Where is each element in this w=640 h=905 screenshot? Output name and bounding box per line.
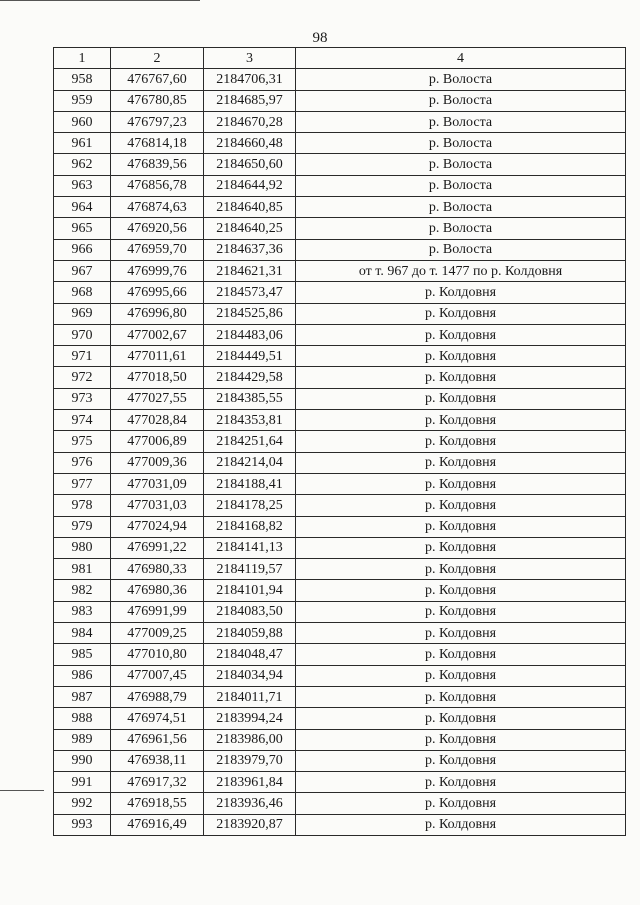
description-cell: р. Колдовня — [296, 665, 626, 686]
description-cell: р. Колдовня — [296, 346, 626, 367]
table-row — [54, 516, 626, 537]
y-coordinate-cell: 2184178,25 — [204, 495, 296, 516]
table-row — [54, 623, 626, 644]
x-coordinate-cell: 476839,56 — [111, 154, 204, 175]
y-coordinate-cell: 2184670,28 — [204, 111, 296, 132]
point-number-cell: 972 — [54, 367, 111, 388]
y-coordinate-cell: 2184059,88 — [204, 623, 296, 644]
point-number-cell: 973 — [54, 388, 111, 409]
point-number-cell: 975 — [54, 431, 111, 452]
point-number-cell: 992 — [54, 793, 111, 814]
x-coordinate-cell: 476917,32 — [111, 772, 204, 793]
y-coordinate-cell: 2184685,97 — [204, 90, 296, 111]
x-coordinate-cell: 476767,60 — [111, 69, 204, 90]
x-coordinate-cell: 477011,61 — [111, 346, 204, 367]
description-cell: р. Волоста — [296, 218, 626, 239]
table-row — [54, 686, 626, 707]
point-number-cell: 979 — [54, 516, 111, 537]
y-coordinate-cell: 2184640,85 — [204, 197, 296, 218]
y-coordinate-cell: 2184644,92 — [204, 175, 296, 196]
y-coordinate-cell: 2184640,25 — [204, 218, 296, 239]
table-row — [54, 644, 626, 665]
description-cell: р. Колдовня — [296, 495, 626, 516]
point-number-cell: 988 — [54, 708, 111, 729]
description-cell: р. Колдовня — [296, 750, 626, 771]
table-row — [54, 133, 626, 154]
point-number-cell: 971 — [54, 346, 111, 367]
point-number-cell: 965 — [54, 218, 111, 239]
description-cell: от т. 967 до т. 1477 по р. Колдовня — [296, 260, 626, 281]
point-number-cell: 958 — [54, 69, 111, 90]
y-coordinate-cell: 2184119,57 — [204, 559, 296, 580]
table-row — [54, 218, 626, 239]
x-coordinate-cell: 476938,11 — [111, 750, 204, 771]
table-row — [54, 473, 626, 494]
description-cell: р. Колдовня — [296, 516, 626, 537]
table-row — [54, 367, 626, 388]
description-cell: р. Колдовня — [296, 601, 626, 622]
column-header: 3 — [204, 48, 296, 69]
point-number-cell: 985 — [54, 644, 111, 665]
description-cell: р. Колдовня — [296, 473, 626, 494]
point-number-cell: 962 — [54, 154, 111, 175]
description-cell: р. Колдовня — [296, 324, 626, 345]
description-cell: р. Колдовня — [296, 814, 626, 835]
scan-artifact-top-line — [0, 0, 200, 1]
table-row — [54, 324, 626, 345]
x-coordinate-cell: 477018,50 — [111, 367, 204, 388]
description-cell: р. Волоста — [296, 90, 626, 111]
column-header: 2 — [111, 48, 204, 69]
x-coordinate-cell: 477031,03 — [111, 495, 204, 516]
table-row — [54, 559, 626, 580]
table-row — [54, 410, 626, 431]
y-coordinate-cell: 2183920,87 — [204, 814, 296, 835]
y-coordinate-cell: 2184429,58 — [204, 367, 296, 388]
description-cell: р. Колдовня — [296, 772, 626, 793]
table-row — [54, 793, 626, 814]
description-cell: р. Волоста — [296, 69, 626, 90]
table-row — [54, 197, 626, 218]
table-row — [54, 495, 626, 516]
y-coordinate-cell: 2183986,00 — [204, 729, 296, 750]
x-coordinate-cell: 477009,36 — [111, 452, 204, 473]
page-number: 98 — [312, 30, 328, 46]
point-number-cell: 978 — [54, 495, 111, 516]
table-row — [54, 750, 626, 771]
table-row — [54, 601, 626, 622]
description-cell: р. Колдовня — [296, 282, 626, 303]
table-row — [54, 814, 626, 835]
description-cell: р. Колдовня — [296, 388, 626, 409]
x-coordinate-cell: 476999,76 — [111, 260, 204, 281]
y-coordinate-cell: 2184251,64 — [204, 431, 296, 452]
point-number-cell: 989 — [54, 729, 111, 750]
point-number-cell: 967 — [54, 260, 111, 281]
x-coordinate-cell: 477027,55 — [111, 388, 204, 409]
x-coordinate-cell: 477009,25 — [111, 623, 204, 644]
point-number-cell: 991 — [54, 772, 111, 793]
table-row — [54, 708, 626, 729]
x-coordinate-cell: 477028,84 — [111, 410, 204, 431]
point-number-cell: 976 — [54, 452, 111, 473]
table-row — [54, 282, 626, 303]
description-cell: р. Колдовня — [296, 793, 626, 814]
point-number-cell: 963 — [54, 175, 111, 196]
description-cell: р. Колдовня — [296, 410, 626, 431]
x-coordinate-cell: 476991,22 — [111, 537, 204, 558]
description-cell: р. Колдовня — [296, 729, 626, 750]
y-coordinate-cell: 2184048,47 — [204, 644, 296, 665]
table-row — [54, 452, 626, 473]
point-number-cell: 986 — [54, 665, 111, 686]
y-coordinate-cell: 2184353,81 — [204, 410, 296, 431]
table-row — [54, 431, 626, 452]
x-coordinate-cell: 476856,78 — [111, 175, 204, 196]
y-coordinate-cell: 2183936,46 — [204, 793, 296, 814]
description-cell: р. Колдовня — [296, 708, 626, 729]
description-cell: р. Колдовня — [296, 431, 626, 452]
x-coordinate-cell: 476996,80 — [111, 303, 204, 324]
y-coordinate-cell: 2184449,51 — [204, 346, 296, 367]
description-cell: р. Колдовня — [296, 367, 626, 388]
table-row — [54, 175, 626, 196]
table-row — [54, 729, 626, 750]
y-coordinate-cell: 2184385,55 — [204, 388, 296, 409]
description-cell: р. Волоста — [296, 133, 626, 154]
point-number-cell: 968 — [54, 282, 111, 303]
description-cell: р. Колдовня — [296, 303, 626, 324]
x-coordinate-cell: 476961,56 — [111, 729, 204, 750]
x-coordinate-cell: 476980,36 — [111, 580, 204, 601]
x-coordinate-cell: 477007,45 — [111, 665, 204, 686]
description-cell: р. Волоста — [296, 154, 626, 175]
point-number-cell: 974 — [54, 410, 111, 431]
table-row — [54, 580, 626, 601]
x-coordinate-cell: 476995,66 — [111, 282, 204, 303]
y-coordinate-cell: 2184660,48 — [204, 133, 296, 154]
y-coordinate-cell: 2184637,36 — [204, 239, 296, 260]
point-number-cell: 966 — [54, 239, 111, 260]
table-row — [54, 772, 626, 793]
table-row — [54, 665, 626, 686]
description-cell: р. Волоста — [296, 175, 626, 196]
point-number-cell: 961 — [54, 133, 111, 154]
point-number-cell: 960 — [54, 111, 111, 132]
description-cell: р. Волоста — [296, 239, 626, 260]
y-coordinate-cell: 2184034,94 — [204, 665, 296, 686]
table-row — [54, 303, 626, 324]
scan-artifact-left-line — [0, 790, 44, 791]
point-number-cell: 990 — [54, 750, 111, 771]
x-coordinate-cell: 476920,56 — [111, 218, 204, 239]
table-row — [54, 388, 626, 409]
x-coordinate-cell: 476991,99 — [111, 601, 204, 622]
description-cell: р. Волоста — [296, 197, 626, 218]
point-number-cell: 993 — [54, 814, 111, 835]
y-coordinate-cell: 2184083,50 — [204, 601, 296, 622]
description-cell: р. Колдовня — [296, 623, 626, 644]
column-header: 4 — [296, 48, 626, 69]
description-cell: р. Колдовня — [296, 644, 626, 665]
y-coordinate-cell: 2184101,94 — [204, 580, 296, 601]
point-number-cell: 984 — [54, 623, 111, 644]
point-number-cell: 987 — [54, 686, 111, 707]
point-number-cell: 969 — [54, 303, 111, 324]
table-body — [54, 69, 626, 836]
y-coordinate-cell: 2184141,13 — [204, 537, 296, 558]
column-header: 1 — [54, 48, 111, 69]
description-cell: р. Колдовня — [296, 537, 626, 558]
description-cell: р. Колдовня — [296, 580, 626, 601]
y-coordinate-cell: 2184706,31 — [204, 69, 296, 90]
point-number-cell: 970 — [54, 324, 111, 345]
x-coordinate-cell: 477031,09 — [111, 473, 204, 494]
table-row — [54, 111, 626, 132]
description-cell: р. Колдовня — [296, 686, 626, 707]
y-coordinate-cell: 2183979,70 — [204, 750, 296, 771]
y-coordinate-cell: 2184483,06 — [204, 324, 296, 345]
y-coordinate-cell: 2184214,04 — [204, 452, 296, 473]
y-coordinate-cell: 2184573,47 — [204, 282, 296, 303]
x-coordinate-cell: 476874,63 — [111, 197, 204, 218]
y-coordinate-cell: 2184525,86 — [204, 303, 296, 324]
y-coordinate-cell: 2183994,24 — [204, 708, 296, 729]
table-row — [54, 69, 626, 90]
x-coordinate-cell: 476974,51 — [111, 708, 204, 729]
x-coordinate-cell: 476980,33 — [111, 559, 204, 580]
table-header-row — [54, 48, 626, 69]
x-coordinate-cell: 477002,67 — [111, 324, 204, 345]
x-coordinate-cell: 477006,89 — [111, 431, 204, 452]
point-number-cell: 980 — [54, 537, 111, 558]
y-coordinate-cell: 2184621,31 — [204, 260, 296, 281]
y-coordinate-cell: 2183961,84 — [204, 772, 296, 793]
y-coordinate-cell: 2184168,82 — [204, 516, 296, 537]
description-cell: р. Волоста — [296, 111, 626, 132]
table-row — [54, 537, 626, 558]
table-row — [54, 154, 626, 175]
point-number-cell: 982 — [54, 580, 111, 601]
table-row — [54, 260, 626, 281]
y-coordinate-cell: 2184188,41 — [204, 473, 296, 494]
table-row — [54, 239, 626, 260]
y-coordinate-cell: 2184011,71 — [204, 686, 296, 707]
point-number-cell: 983 — [54, 601, 111, 622]
x-coordinate-cell: 477024,94 — [111, 516, 204, 537]
y-coordinate-cell: 2184650,60 — [204, 154, 296, 175]
point-number-cell: 977 — [54, 473, 111, 494]
description-cell: р. Колдовня — [296, 452, 626, 473]
x-coordinate-cell: 476814,18 — [111, 133, 204, 154]
description-cell: р. Колдовня — [296, 559, 626, 580]
coordinates-table — [53, 47, 626, 836]
x-coordinate-cell: 476797,23 — [111, 111, 204, 132]
x-coordinate-cell: 476780,85 — [111, 90, 204, 111]
x-coordinate-cell: 476918,55 — [111, 793, 204, 814]
point-number-cell: 981 — [54, 559, 111, 580]
table-row — [54, 90, 626, 111]
x-coordinate-cell: 476959,70 — [111, 239, 204, 260]
table-row — [54, 346, 626, 367]
x-coordinate-cell: 476988,79 — [111, 686, 204, 707]
x-coordinate-cell: 476916,49 — [111, 814, 204, 835]
point-number-cell: 964 — [54, 197, 111, 218]
point-number-cell: 959 — [54, 90, 111, 111]
x-coordinate-cell: 477010,80 — [111, 644, 204, 665]
